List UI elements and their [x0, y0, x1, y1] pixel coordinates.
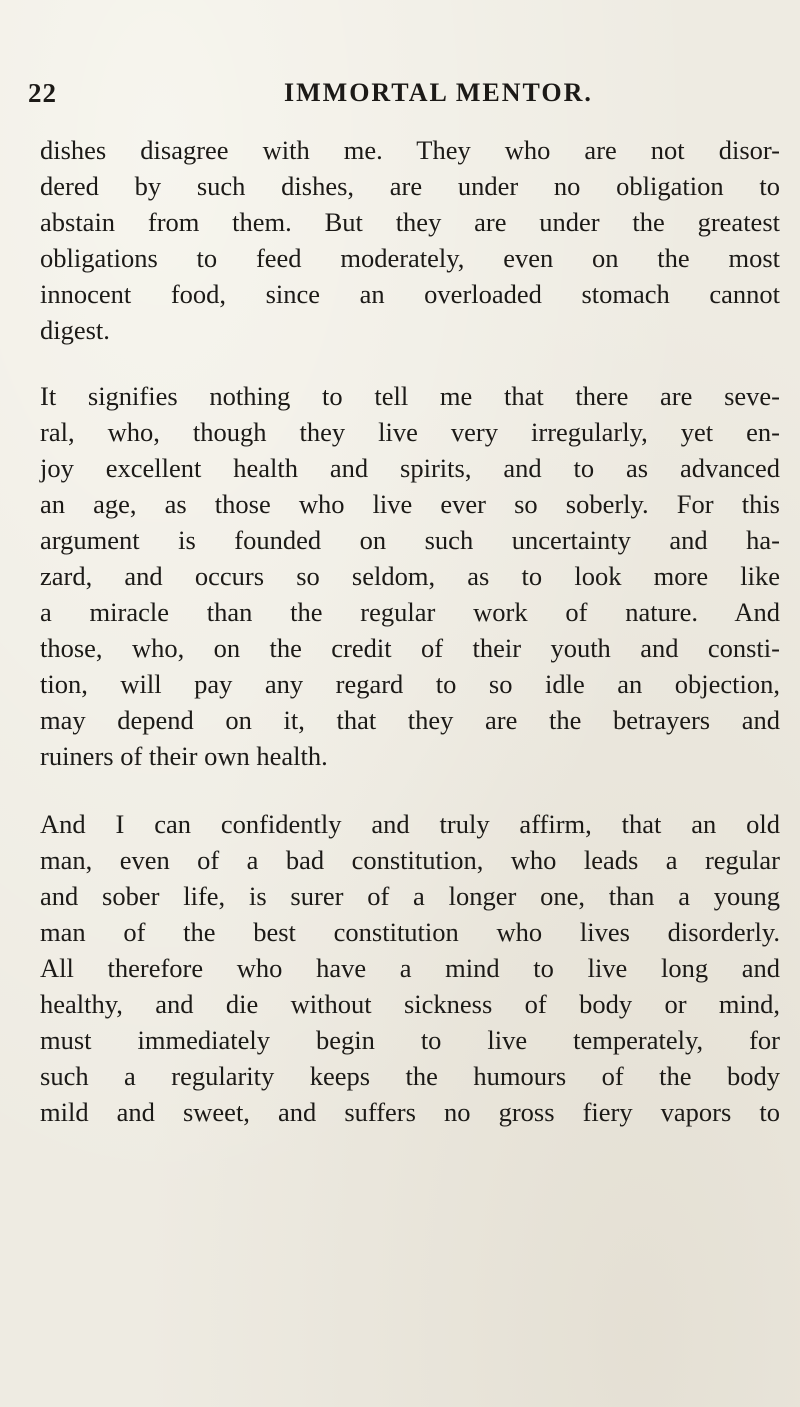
text-line: All therefore who have a mind to live long and	[40, 953, 780, 983]
text-line: obligations to feed moderately, even on the most	[40, 243, 780, 273]
text-line: digest.	[40, 315, 110, 345]
running-title: IMMORTAL MENTOR.	[284, 78, 593, 107]
text-line: and sober life, is surer of a longer one, than a young	[40, 881, 780, 911]
text-line: argument is founded on such uncertainty and ha-	[40, 525, 780, 555]
text-line: zard, and occurs so seldom, as to look more like	[40, 561, 780, 591]
text-line: man of the best constitution who lives disorderly.	[40, 917, 780, 947]
text-line: ruiners of their own health.	[40, 741, 328, 771]
text-line: must immediately begin to live temperately, for	[40, 1025, 780, 1055]
text-line: It signifies nothing to tell me that there are seve-	[40, 381, 780, 411]
text-line: dered by such dishes, are under no obligation to	[40, 171, 780, 201]
text-line: And I can confidently and truly affirm, that an old	[40, 809, 780, 839]
text-line: such a regularity keeps the humours of the body	[40, 1061, 780, 1091]
text-line: may depend on it, that they are the betrayers and	[40, 705, 780, 735]
text-line: innocent food, since an overloaded stomach cannot	[40, 279, 780, 309]
paragraph-2	[40, 378, 780, 774]
text-line: a miracle than the regular work of nature. And	[40, 597, 780, 627]
text-line: those, who, on the credit of their youth and consti-	[40, 633, 780, 663]
text-line: healthy, and die without sickness of body or mind,	[40, 989, 780, 1019]
text-line: dishes disagree with me. They who are not disor-	[40, 135, 780, 165]
text-line: an age, as those who live ever so soberly. For this	[40, 489, 780, 519]
text-line: ral, who, though they live very irregularly, yet en-	[40, 417, 780, 447]
text-line: abstain from them. But they are under the greatest	[40, 207, 780, 237]
text-line: man, even of a bad constitution, who leads a regular	[40, 845, 780, 875]
text-line: mild and sweet, and suffers no gross fiery vapors to	[40, 1097, 780, 1127]
paragraph-3	[40, 806, 780, 1130]
text-line: joy excellent health and spirits, and to as advanced	[40, 453, 780, 483]
body-text	[40, 132, 780, 1130]
paragraph-1	[40, 132, 780, 348]
page-number: 22	[28, 78, 57, 108]
text-line: tion, will pay any regard to so idle an objection,	[40, 669, 780, 699]
page-header	[28, 78, 628, 118]
